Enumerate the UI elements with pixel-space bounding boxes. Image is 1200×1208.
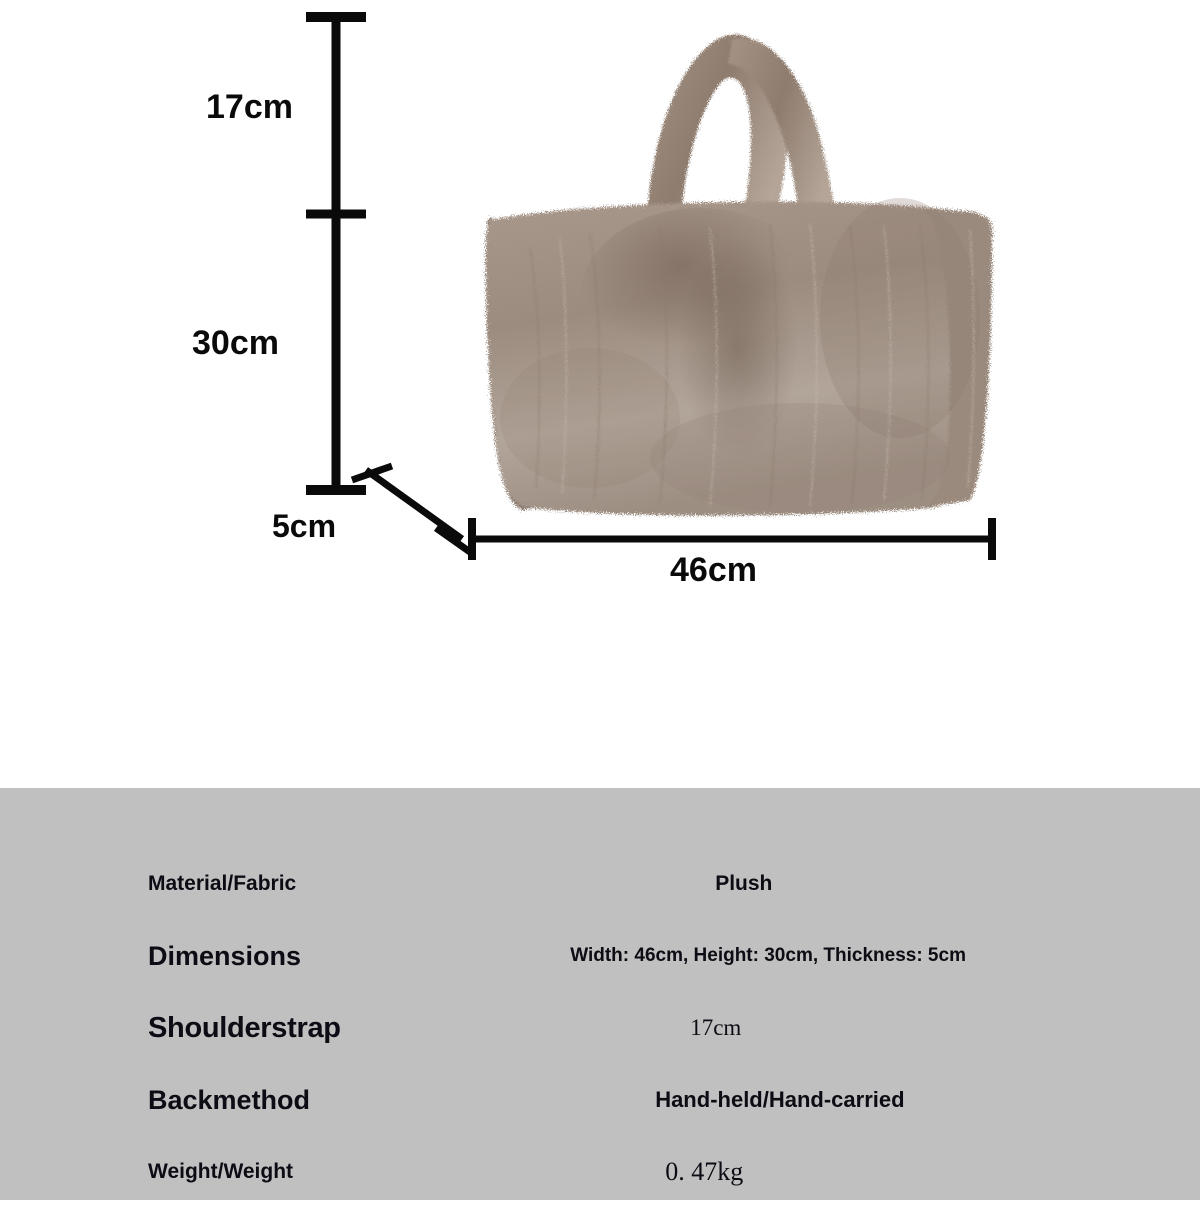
table-row [0,1064,1200,1136]
spec-value: Hand-held/Hand-carried [655,1087,905,1112]
specification-panel [0,788,1200,1200]
label-thickness: 5cm [272,508,337,544]
table-row [0,920,1200,992]
label-strap-height: 17cm [206,88,293,126]
spec-key: Shoulderstrap [148,1011,341,1044]
spec-key: Material/Fabric [148,872,297,895]
spec-key: Backmethod [148,1084,311,1115]
table-row [0,848,1200,920]
spec-value: Width: 46cm, Height: 30cm, Thickness: 5cm [570,945,966,966]
label-body-height: 30cm [192,324,279,362]
label-width: 46cm [670,551,757,589]
spec-value: Plush [715,872,773,895]
spec-key: Weight/Weight [148,1160,294,1183]
spec-value: 0. 47kg [665,1157,744,1186]
table-row [0,1136,1200,1208]
spec-key: Dimensions [148,940,302,971]
table-row [0,992,1200,1064]
specification-table [0,848,1200,1208]
spec-value: 17cm [690,1015,742,1040]
